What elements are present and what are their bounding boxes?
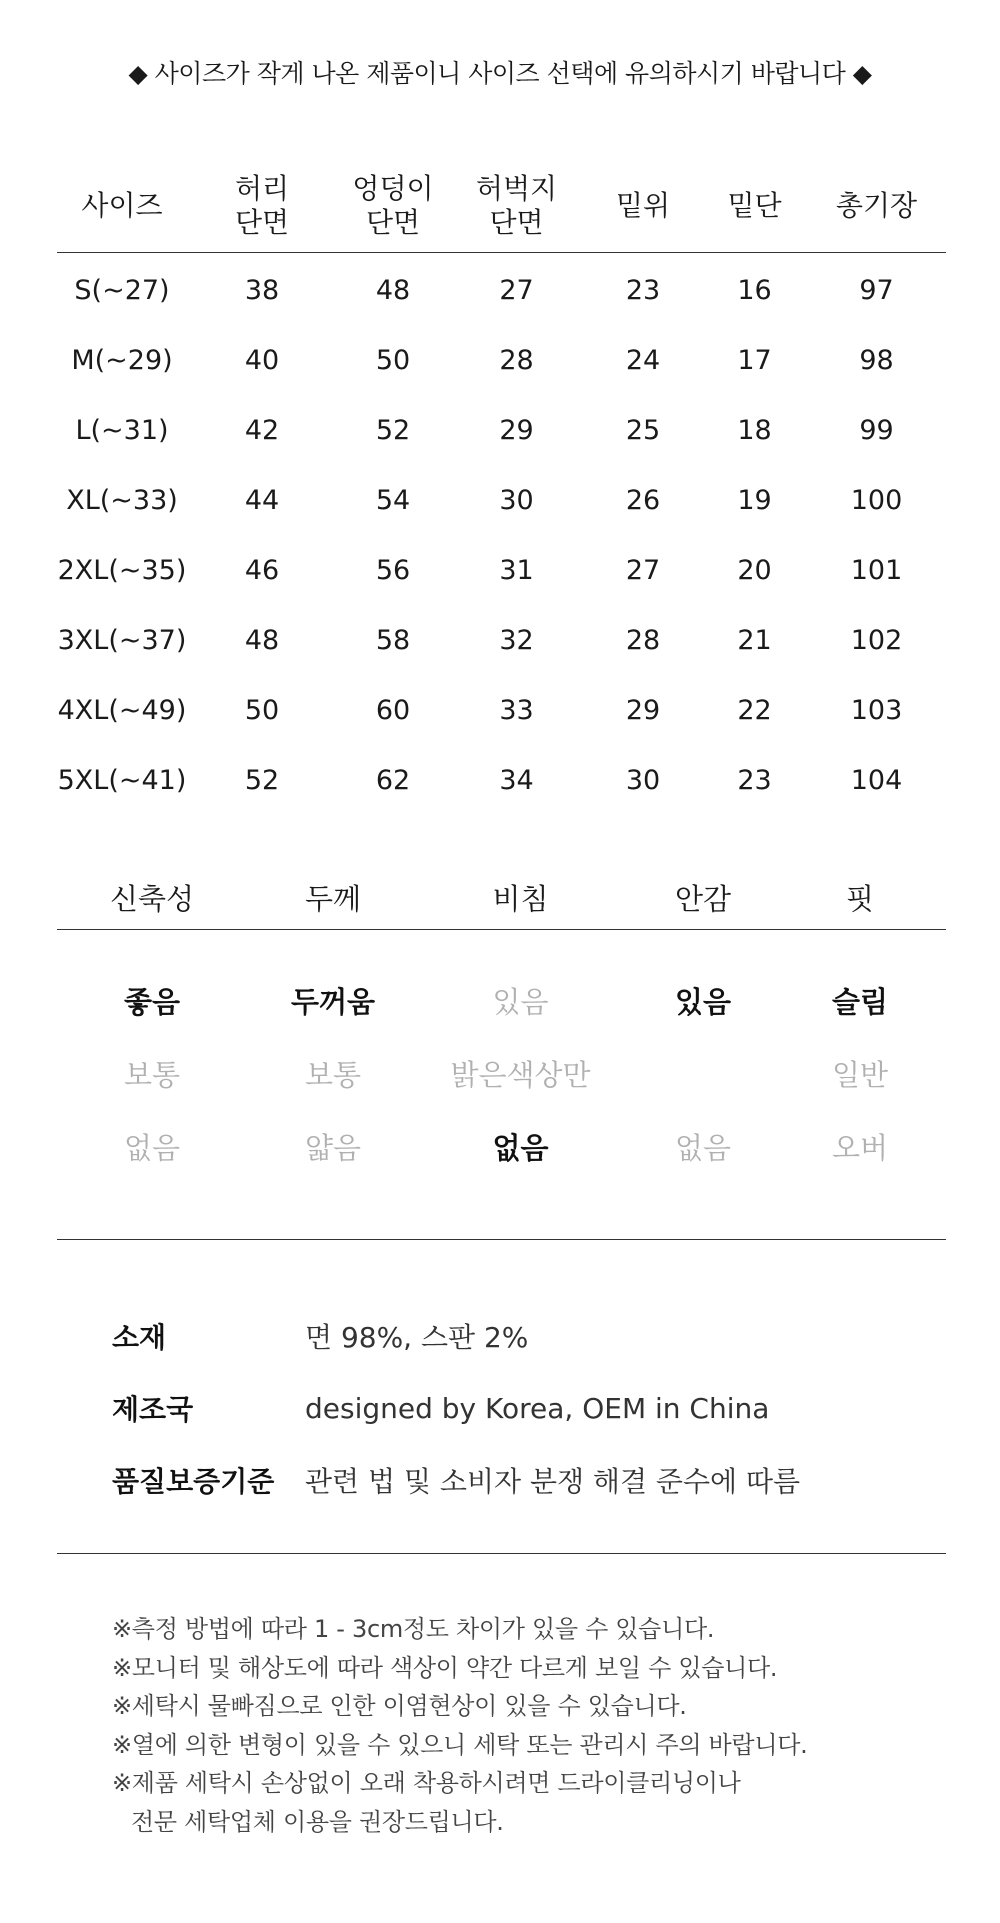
fabric-attributes (57, 865, 946, 1199)
measurement-cell: 46 (244, 554, 280, 586)
attribute-option-selected: 슬림 (831, 985, 889, 1019)
measurement-cell: 101 (850, 554, 903, 586)
measurement-cell: 18 (737, 414, 772, 446)
table-row (57, 675, 946, 745)
size-cell: L(~31) (75, 414, 169, 446)
attribute-option: 밝은색상만 (450, 1058, 591, 1092)
measurement-cell: 52 (244, 764, 280, 796)
measurement-cell: 27 (625, 554, 661, 586)
note-line: ※열에 의한 변형이 있을 수 있으니 세탁 또는 관리시 주의 바랍니다. (112, 1730, 808, 1759)
measurement-cell: 40 (244, 344, 280, 376)
measurement-cell: 32 (499, 624, 534, 656)
attribute-option-selected: 두꺼움 (290, 985, 376, 1019)
note-line: 전문 세탁업체 이용을 권장드립니다. (131, 1807, 504, 1836)
table-row (57, 465, 946, 535)
header-thickness: 두께 (304, 881, 362, 916)
measurement-cell: 24 (625, 344, 661, 376)
attribute-column (784, 980, 936, 1199)
measurement-cell: 100 (850, 484, 903, 516)
header-hip: 엉덩이 단면 (352, 172, 434, 239)
measurement-cell: 42 (244, 414, 280, 446)
header-rise: 밑위 (615, 189, 671, 222)
measurement-cell: 23 (737, 764, 772, 796)
size-table (57, 160, 946, 815)
table-row (57, 605, 946, 675)
measurement-cell: 38 (244, 274, 280, 306)
measurement-cell: 60 (375, 694, 411, 726)
measurement-cell: 50 (244, 694, 280, 726)
attribute-column (622, 980, 784, 1199)
measurement-cell: 22 (737, 694, 772, 726)
size-cell: S(~27) (74, 274, 170, 306)
header-sheerness: 비침 (492, 881, 549, 916)
divider (57, 1239, 946, 1240)
measurement-cell: 27 (499, 274, 534, 306)
product-info (112, 1300, 800, 1516)
measurement-cell: 34 (499, 764, 534, 796)
info-label: 소재 (112, 1321, 167, 1354)
measurement-cell: 102 (850, 624, 903, 656)
note-line: ※제품 세탁시 손상없이 오래 착용하시려면 드라이클리닝이나 (112, 1769, 741, 1797)
measurement-cell: 30 (499, 484, 534, 516)
size-cell: M(~29) (71, 344, 173, 376)
attribute-option: 있음 (492, 985, 549, 1019)
measurement-cell: 99 (859, 414, 894, 446)
info-value: designed by Korea, OEM in China (305, 1391, 770, 1425)
size-table-header (57, 160, 946, 253)
attribute-option (622, 1053, 784, 1126)
attribute-option: 일반 (831, 1058, 889, 1092)
info-row-material (112, 1300, 800, 1372)
measurement-cell: 28 (499, 344, 534, 376)
note-line: ※세탁시 물빠짐으로 인한 이염현상이 있을 수 있습니다. (112, 1692, 687, 1720)
attribute-column (57, 980, 247, 1199)
measurement-cell: 20 (737, 554, 772, 586)
table-row (57, 255, 946, 325)
attribute-option: 보통 (123, 1058, 181, 1092)
measurement-cell: 54 (375, 484, 411, 516)
info-value: 면 98%, 스판 2% (305, 1321, 529, 1354)
table-row (57, 535, 946, 605)
attribute-option: 보통 (304, 1058, 362, 1092)
measurement-cell: 33 (499, 694, 534, 726)
table-row (57, 745, 946, 815)
attribute-option: 없음 (674, 1131, 732, 1165)
measurement-cell: 17 (737, 344, 772, 376)
attributes-grid (57, 930, 946, 1199)
measurement-cell: 50 (375, 344, 411, 376)
header-hem: 밑단 (727, 189, 782, 222)
measurement-cell: 48 (244, 624, 280, 656)
measurement-cell: 104 (850, 764, 903, 796)
measurement-cell: 44 (244, 484, 280, 516)
measurement-cell: 23 (625, 274, 661, 306)
size-cell: 4XL(~49) (57, 694, 187, 726)
size-notice: ◆ 사이즈가 작게 나온 제품이니 사이즈 선택에 유의하시기 바랍니다 ◆ (128, 59, 872, 88)
size-cell: 2XL(~35) (57, 554, 187, 586)
measurement-cell: 48 (375, 274, 411, 306)
attribute-option-selected: 좋음 (123, 985, 181, 1019)
header-lining: 안감 (674, 881, 732, 916)
header-waist: 허리 단면 (234, 172, 290, 239)
info-row-warranty (112, 1444, 800, 1516)
attribute-option: 없음 (123, 1131, 181, 1165)
info-label: 품질보증기준 (112, 1465, 275, 1498)
table-row (57, 325, 946, 395)
info-value: 관련 법 및 소비자 분쟁 해결 준수에 따름 (305, 1465, 801, 1498)
size-cell: 5XL(~41) (57, 764, 187, 796)
measurement-cell: 28 (625, 624, 661, 656)
measurement-cell: 98 (859, 344, 894, 376)
attribute-option-selected: 없음 (492, 1131, 549, 1165)
divider (57, 1553, 946, 1554)
measurement-cell: 31 (499, 554, 534, 586)
measurement-cell: 97 (859, 274, 894, 306)
measurement-cell: 58 (375, 624, 411, 656)
measurement-cell: 21 (737, 624, 772, 656)
info-label: 제조국 (112, 1393, 194, 1426)
attribute-column (419, 980, 622, 1199)
table-row (57, 395, 946, 465)
measurement-cell: 29 (499, 414, 534, 446)
attribute-option: 오버 (831, 1131, 889, 1165)
size-table-body (57, 253, 946, 815)
note-line: ※모니터 및 해상도에 따라 색상이 약간 다르게 보일 수 있습니다. (112, 1653, 778, 1682)
attribute-option-selected: 있음 (674, 985, 732, 1019)
measurement-cell: 16 (737, 274, 772, 306)
size-cell: 3XL(~37) (57, 624, 187, 656)
measurement-cell: 26 (625, 484, 661, 516)
measurement-cell: 62 (375, 764, 411, 796)
attributes-header (57, 865, 946, 930)
attribute-column (247, 980, 419, 1199)
header-fit: 핏 (845, 881, 874, 916)
measurement-cell: 19 (737, 484, 772, 516)
measurement-cell: 25 (625, 414, 661, 446)
header-thigh: 허벅지 단면 (475, 172, 558, 239)
note-line: ※측정 방법에 따라 1 - 3cm정도 차이가 있을 수 있습니다. (112, 1615, 715, 1643)
measurement-cell: 56 (375, 554, 411, 586)
measurement-cell: 103 (850, 694, 903, 726)
measurement-cell: 52 (375, 414, 411, 446)
info-row-origin (112, 1372, 800, 1444)
header-length: 총기장 (835, 189, 918, 222)
header-stretch: 신축성 (109, 881, 195, 916)
header-size: 사이즈 (81, 189, 163, 222)
measurement-cell: 30 (625, 764, 661, 796)
care-notes (112, 1610, 807, 1841)
measurement-cell: 29 (625, 694, 661, 726)
attribute-option: 얇음 (304, 1131, 362, 1165)
size-cell: XL(~33) (66, 484, 178, 516)
